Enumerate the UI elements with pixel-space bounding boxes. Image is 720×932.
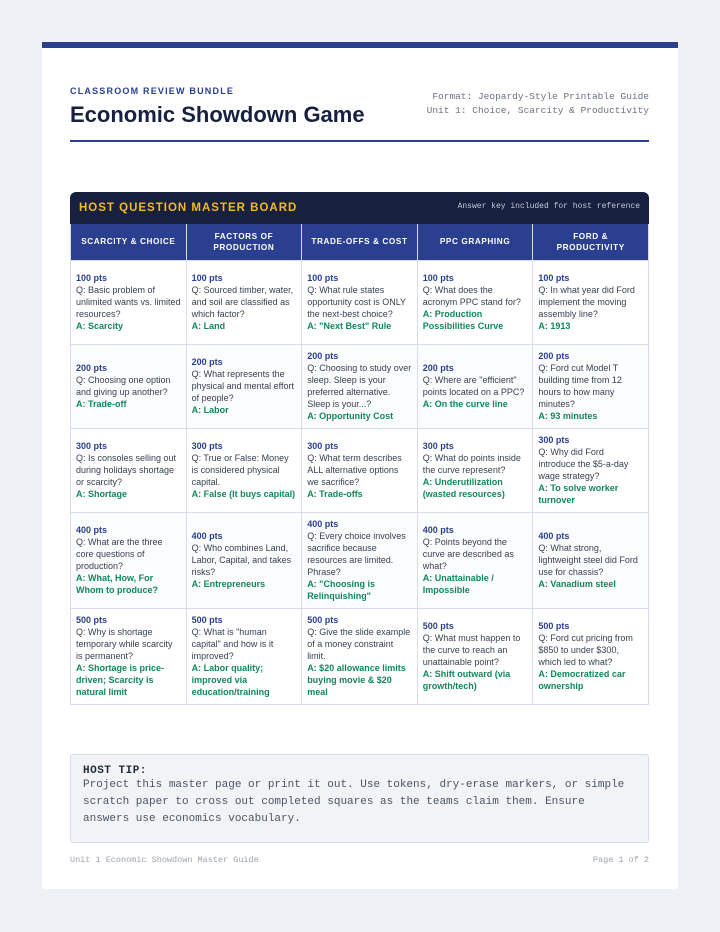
page-title: Economic Showdown Game [70,102,365,127]
answer-text: A: "Next Best" Rule [307,321,392,331]
question-text: Q: Every choice involves sacrifice because resources are limited. Phrase? [307,531,406,577]
eyebrow-label: CLASSROOM REVIEW BUNDLE [70,86,235,96]
question-cell[interactable] [417,428,533,512]
host-tip-title: HOST TIP: [83,765,147,777]
point-value: 400 pts [422,525,454,535]
answer-text: A: Scarcity [76,321,124,331]
answer-text: A: Shortage [76,489,128,499]
answer-text: A: What, How, For Whom to produce? [76,573,158,595]
point-value: 500 pts [191,615,223,625]
question-cell[interactable] [533,428,649,512]
page-number: Page 1 of 2 [592,855,649,865]
board-table [70,224,649,705]
question-text: Q: Choosing to study over sleep. Sleep is your preferred alternative. Sleep is your...? [307,363,412,409]
point-value: 300 pts [76,441,108,451]
question-cell[interactable] [533,344,649,428]
question-cell[interactable] [186,428,302,512]
question-text: Q: In what year did Ford implement the moving assembly line? [538,285,635,319]
point-value: 300 pts [307,441,339,451]
point-value: 500 pts [422,621,454,631]
format-line: Format: Jeopardy-Style Printable Guide [432,91,649,102]
answer-text: A: Underutilization (wasted resources) [422,477,505,499]
board-body [71,260,649,704]
question-text: Q: Why is shortage temporary while scarcity is permanent? [76,627,173,661]
question-cell[interactable] [186,608,302,704]
point-value: 200 pts [422,363,454,373]
column-header-factors: FACTORS OF PRODUCTION [186,224,302,260]
board-header [70,192,649,224]
unit-line: Unit 1: Choice, Scarcity & Productivity [426,105,649,116]
header [70,84,649,142]
answer-text: A: Entrepreneurs [191,579,266,589]
question-cell[interactable] [533,512,649,608]
question-text: Q: What strong, lightweight steel did Ford use for chassis? [538,543,638,577]
question-text: Q: Basic problem of unlimited wants vs. limited resources? [76,285,181,319]
question-text: Q: Ford cut Model T building time from 12 hours to how many minutes? [538,363,622,409]
point-value: 500 pts [76,615,108,625]
question-cell[interactable] [302,344,418,428]
answer-text: A: Land [191,321,226,331]
question-cell[interactable] [186,512,302,608]
question-cell[interactable] [302,512,418,608]
question-cell[interactable] [71,428,187,512]
answer-text: A: Trade-offs [307,489,363,499]
answer-text: A: Labor quality; improved via education/training [191,663,270,697]
board-note: Answer key included for host reference [457,202,640,211]
question-text: Q: What is "human capital" and how is it improved? [191,627,274,661]
board-row [71,260,649,344]
question-text: Q: Where are "efficient" points located on a PPC? [422,375,525,397]
column-header-ford: FORD & PRODUCTIVITY [533,224,649,260]
question-text: Q: Sourced timber, water, and soil are classified as which factor? [191,285,294,319]
board-row [71,512,649,608]
point-value: 100 pts [191,273,223,283]
answer-text: A: To solve worker turnover [538,483,619,505]
host-tip-body: Project this master page or print it out. Use tokens, dry-erase markers, or simple scratch paper to cross out completed squares as the teams claim them. Ensure answers use economics vocabulary. [83,779,625,825]
question-text: Q: Choosing one option and giving up another? [76,375,171,397]
question-board [70,192,649,705]
answer-text: A: Democratized car ownership [538,669,626,691]
board-row [71,428,649,512]
header-meta [427,90,649,118]
answer-text: A: Production Possibilities Curve [422,309,504,331]
board-row [71,608,649,704]
footer-title: Unit 1 Economic Showdown Master Guide [70,855,259,865]
answer-text: A: Opportunity Cost [307,411,394,421]
host-tip [70,754,649,843]
answer-text: A: False (It buys capital) [191,489,296,499]
question-text: Q: Ford cut pricing from $850 to under $300, which led to what? [538,633,633,667]
question-text: Q: Give the slide example of a money constraint limit. [307,627,411,661]
point-value: 500 pts [307,615,339,625]
point-value: 200 pts [76,363,108,373]
answer-text: A: Labor [191,405,229,415]
answer-text: A: Trade-off [76,399,127,409]
question-cell[interactable] [186,344,302,428]
point-value: 100 pts [307,273,339,283]
page [42,42,678,889]
question-text: Q: Why did Ford introduce the $5-a-day wage strategy? [538,447,629,481]
point-value: 500 pts [538,621,570,631]
answer-text: A: On the curve line [422,399,508,409]
question-cell[interactable] [417,344,533,428]
question-text: Q: Is consoles selling out during holidays shortage or scarcity? [76,453,177,487]
board-title: HOST QUESTION MASTER BOARD [79,202,298,214]
point-value: 400 pts [307,519,339,529]
question-text: Q: What rule states opportunity cost is ONLY the next-best choice? [307,285,406,319]
answer-text: A: 1913 [538,321,571,331]
question-cell[interactable] [71,512,187,608]
question-text: Q: True or False: Money is considered physical capital. [191,453,289,487]
question-cell[interactable] [302,608,418,704]
question-cell[interactable] [302,260,418,344]
point-value: 300 pts [422,441,454,451]
answer-text: A: Shift outward (via growth/tech) [422,669,511,691]
question-text: Q: What term describes ALL alternative options we sacrifice? [307,453,402,487]
question-cell[interactable] [71,608,187,704]
question-cell[interactable] [186,260,302,344]
point-value: 400 pts [191,531,223,541]
question-cell[interactable] [417,260,533,344]
point-value: 200 pts [191,357,223,367]
answer-text: A: 93 minutes [538,411,598,421]
question-cell[interactable] [417,512,533,608]
point-value: 100 pts [76,273,108,283]
point-value: 200 pts [307,351,339,361]
question-cell[interactable] [302,428,418,512]
board-row [71,344,649,428]
point-value: 300 pts [191,441,223,451]
point-value: 200 pts [538,351,570,361]
question-text: Q: What are the three core questions of production? [76,537,163,571]
question-text: Q: What represents the physical and mental effort of people? [191,369,294,403]
answer-text: A: Shortage is price-driven; Scarcity is natural limit [76,663,165,697]
question-cell[interactable] [417,608,533,704]
question-cell[interactable] [533,260,649,344]
point-value: 400 pts [538,531,570,541]
point-value: 400 pts [76,525,108,535]
point-value: 300 pts [538,435,570,445]
column-header-tradeoffs: TRADE-OFFS & COST [302,224,418,260]
question-text: Q: Who combines Land, Labor, Capital, and takes risks? [191,543,292,577]
question-cell[interactable] [71,260,187,344]
point-value: 100 pts [538,273,570,283]
question-text: Q: What does the acronym PPC stand for? [422,285,521,307]
question-cell[interactable] [533,608,649,704]
question-text: Q: What do points inside the curve represent? [422,453,521,475]
answer-text: A: $20 allowance limits buying movie & $20 meal [307,663,406,697]
answer-text: A: "Choosing is Relinquishing" [307,579,375,601]
question-text: Q: Points beyond the curve are described as what? [422,537,514,571]
column-header-scarcity: SCARCITY & CHOICE [71,224,187,260]
point-value: 100 pts [422,273,454,283]
board-column-headers [71,224,649,260]
answer-text: A: Vanadium steel [538,579,616,589]
question-text: Q: What must happen to the curve to reach an unattainable point? [422,633,521,667]
column-header-ppc: PPC GRAPHING [417,224,533,260]
answer-text: A: Unattainable / Impossible [422,573,494,595]
question-cell[interactable] [71,344,187,428]
